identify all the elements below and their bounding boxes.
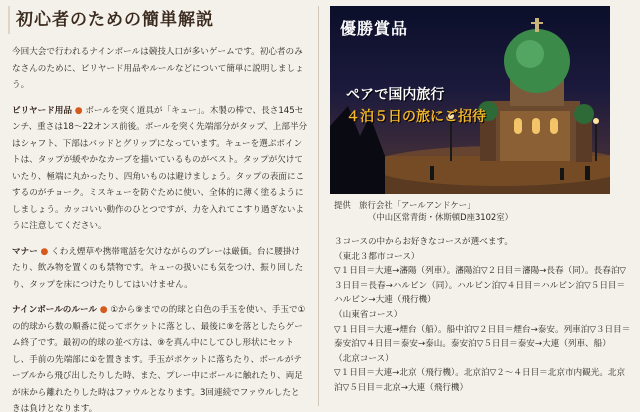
section-body: くわえ煙草や携帯電話を欠けながらのプレーは厳価。台に腰掛けたり、飲み物を置くのも禁物です。キューの扱いにも気をつけ、振り回したり、タップを床につけたりしてはいけません。 — [12, 246, 304, 290]
section-heading: マナー — [12, 246, 38, 257]
page-title: 初心者のための簡単解説 — [8, 6, 308, 34]
course-heading: （東北３都市コース） — [334, 251, 420, 262]
course-itinerary: ▽１日目＝大連→煙台（船）。船中泊▽２日目＝煙台→泰安。列車泊▽３日目＝泰安泊▽４日目＝泰安→泰山。泰安泊▽５日目＝泰安→大連（列車、船） — [334, 324, 631, 350]
course-heading: （北京コース） — [334, 353, 394, 364]
course-list — [330, 235, 632, 396]
promo-subheadline: ４泊５日の旅にご招待 — [346, 109, 486, 125]
section-heading: ナインボールのルール — [12, 305, 97, 315]
bullet-icon: ● — [40, 246, 49, 257]
promo-headline: ペアで国内旅行 — [346, 87, 445, 103]
credit-line: 提供 旅行会社「アールアンドケー」 — [334, 200, 476, 210]
section-heading: ビリヤード用品 — [12, 105, 72, 116]
bullet-icon: ● — [74, 105, 83, 116]
course-itinerary: ▽１日目＝大連→瀋陽（列車）。瀋陽泊▽２日目＝瀋陽→長春（同）。長春泊▽３日目＝長春→ハルビン（同）。ハルビン泊▽４日目＝ハルビン泊▽５日目＝ハルビン→大連（飛行機） — [334, 266, 627, 306]
column-divider — [318, 6, 319, 406]
photo-credit — [330, 199, 632, 223]
credit-address: （中山区常青街・休斯頓D座3102室） — [368, 212, 514, 222]
section-manners — [8, 244, 308, 294]
intro-paragraph: 今回大会で行われるナインボールは競技人口が多いゲームです。初心者のみなさんのために、ビリヤード用品やルールなどについて簡単に説明しましょう。 — [12, 47, 304, 90]
prize-photo — [330, 6, 610, 194]
course-heading: （山東省コース） — [334, 309, 403, 320]
bullet-icon: ● — [99, 305, 108, 315]
section-rules — [8, 302, 308, 412]
prize-column — [330, 6, 632, 406]
section-body: ①から⑨までの的球と白色の手玉を使い、手玉で①の的球から数の順番に従ってポケットに落とし、最後に⑨を落としたらゲーム終了です。最初の的球の並べ方は、⑨を真ん中にしてひし形状にセットし、手前の先端部に①を置きます。手玉がポケットに落ちたり、ボールがテーブルから飛び出したりした時、また、プレー中にボールに触れたり、両足が床から離れたりした時はファウルとなります。3回連続でファウルしたときは負けとなります。 — [12, 305, 306, 412]
courses-intro: ３コースの中からお好きなコースが選べます。 — [334, 237, 513, 247]
guide-column — [8, 6, 308, 412]
section-body: ボールを突く道具が「キュー」。木製の棒で、長さ145センチ、重さは18〜22オンス前後。ボールを突く先端部分がタップ、上部半分はシャフト、下部はバッドとグリップになっています。キューを選ぶポイントは、タップが緩やかなカーブを描いているものがベスト。タップが欠けていたり、極端に丸かったり、四角いものは避けましょう。タップの表面にこするのがチョーク。ミスキューを防ぐために使い、全体的に薄く塗るようにしましょう。カッコいい動作のひとつですが、力を入れてこすり過ぎないように注意してください。 — [12, 105, 308, 231]
course-itinerary: ▽１日目＝大連→北京（飛行機）。北京泊▽２〜４日目＝北京市内観光。北京泊▽５日目＝北京→大連（飛行機） — [334, 368, 626, 393]
prize-label: 優勝賞品 — [340, 19, 409, 38]
section-equipment — [8, 103, 308, 235]
